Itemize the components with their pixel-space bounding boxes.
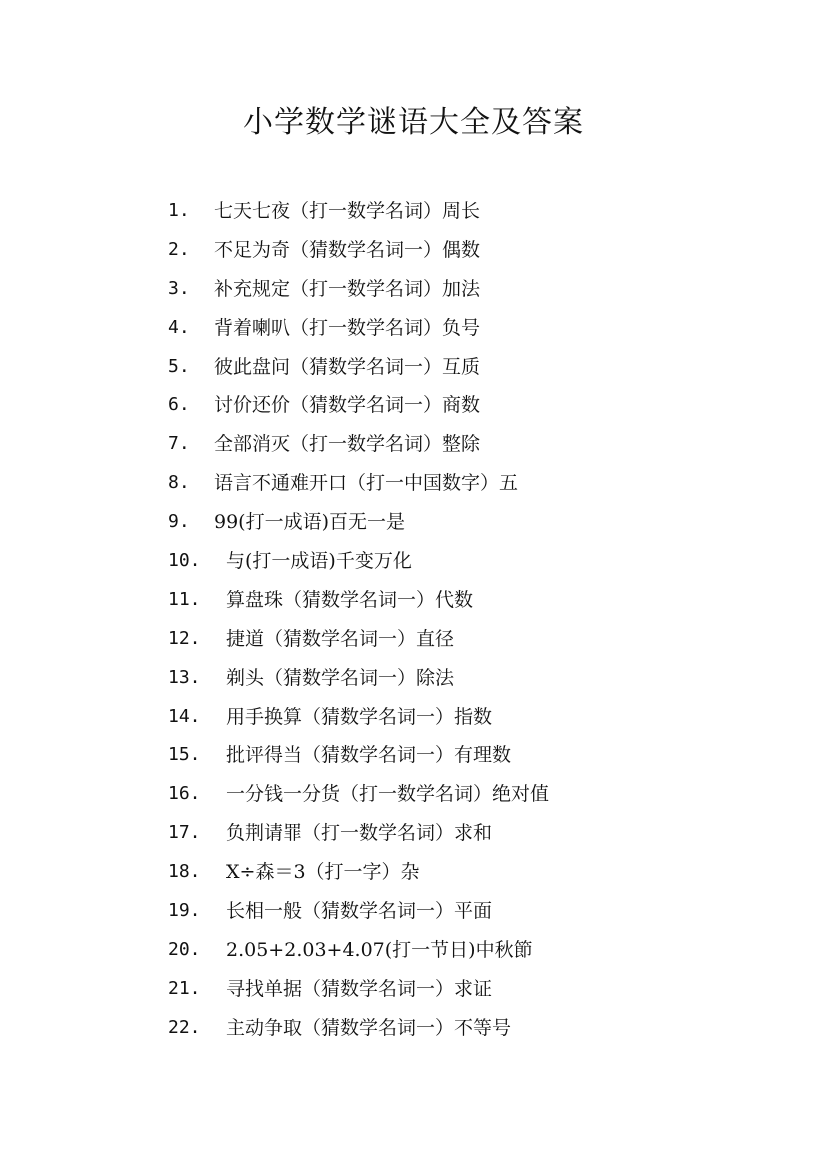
riddle-number: 13. [168,666,201,688]
riddle-item-20 [168,931,788,970]
riddle-item-12 [168,620,788,659]
riddle-text: 讨价还价（猜数学名词一）商数 [214,394,481,417]
riddle-number: 9. [168,511,190,533]
riddle-text: 彼此盘问（猜数学名词一）互质 [214,355,481,378]
riddle-number: 22. [168,1016,201,1038]
riddle-item-2 [168,231,788,270]
riddle-text: 语言不通难开口（打一中国数字）五 [214,472,519,495]
riddle-text: 长相一般（猜数学名词一）平面 [226,900,493,923]
riddle-number: 7. [168,433,190,455]
riddle-item-4 [168,309,788,348]
riddle-number: 15. [168,744,201,766]
riddle-item-18 [168,853,788,892]
riddle-number: 11. [168,588,201,610]
riddle-number: 3. [168,277,190,299]
riddle-number: 12. [168,627,201,649]
riddle-item-15 [168,736,788,775]
riddle-item-21 [168,970,788,1009]
document-title: 小学数学谜语大全及答案 [243,105,584,140]
riddle-list [168,192,788,1048]
riddle-item-1 [168,192,788,231]
riddle-number: 21. [168,977,201,999]
riddle-number: 4. [168,316,190,338]
riddle-text: 不足为奇（猜数学名词一）偶数 [214,238,481,261]
riddle-text: 负荆请罪（打一数学名词）求和 [226,822,493,845]
riddle-number: 20. [168,938,201,960]
riddle-number: 2. [168,238,190,260]
riddle-number: 19. [168,900,201,922]
riddle-item-19 [168,892,788,931]
riddle-number: 1. [168,200,190,221]
riddle-text: 用手换算（猜数学名词一）指数 [226,705,493,728]
riddle-item-7 [168,425,788,464]
riddle-item-22 [168,1009,788,1048]
riddle-text: 与(打一成语)千变万化 [226,550,412,573]
riddle-number: 8. [168,472,190,494]
riddle-text: 全部消灭（打一数学名词）整除 [214,433,481,456]
riddle-number: 18. [168,861,201,883]
riddle-item-10 [168,542,788,581]
riddle-number: 10. [168,550,201,572]
riddle-text: 剃头（猜数学名词一）除法 [226,666,455,689]
riddle-item-8 [168,464,788,503]
riddle-text: 寻找单据（猜数学名词一）求证 [226,977,493,1000]
riddle-text: 一分钱一分货（打一数学名词）绝对值 [226,783,550,806]
riddle-item-5 [168,348,788,387]
riddle-text: 99(打一成语)百无一是 [214,511,406,534]
riddle-item-13 [168,659,788,698]
riddle-number: 5. [168,355,190,377]
riddle-text: 背着喇叭（打一数学名词）负号 [214,316,481,339]
riddle-text: 2.05+2.03+4.07(打一节日)中秋節 [226,938,533,961]
riddle-text: 捷道（猜数学名词一）直径 [226,627,455,650]
riddle-text: 算盘珠（猜数学名词一）代数 [226,588,474,611]
riddle-item-14 [168,698,788,737]
riddle-item-3 [168,270,788,309]
riddle-text: 补充规定（打一数学名词）加法 [214,277,481,300]
riddle-number: 16. [168,783,201,805]
riddle-item-9 [168,503,788,542]
riddle-text: 主动争取（猜数学名词一）不等号 [226,1016,512,1039]
riddle-number: 17. [168,822,201,844]
riddle-item-16 [168,775,788,814]
riddle-item-17 [168,814,788,853]
riddle-text: X÷森＝3（打一字）杂 [226,861,420,884]
riddle-item-11 [168,581,788,620]
riddle-text: 七天七夜（打一数学名词）周长 [214,200,481,222]
riddle-number: 6. [168,394,190,416]
riddle-number: 14. [168,705,201,727]
riddle-item-6 [168,386,788,425]
riddle-text: 批评得当（猜数学名词一）有理数 [226,744,512,767]
